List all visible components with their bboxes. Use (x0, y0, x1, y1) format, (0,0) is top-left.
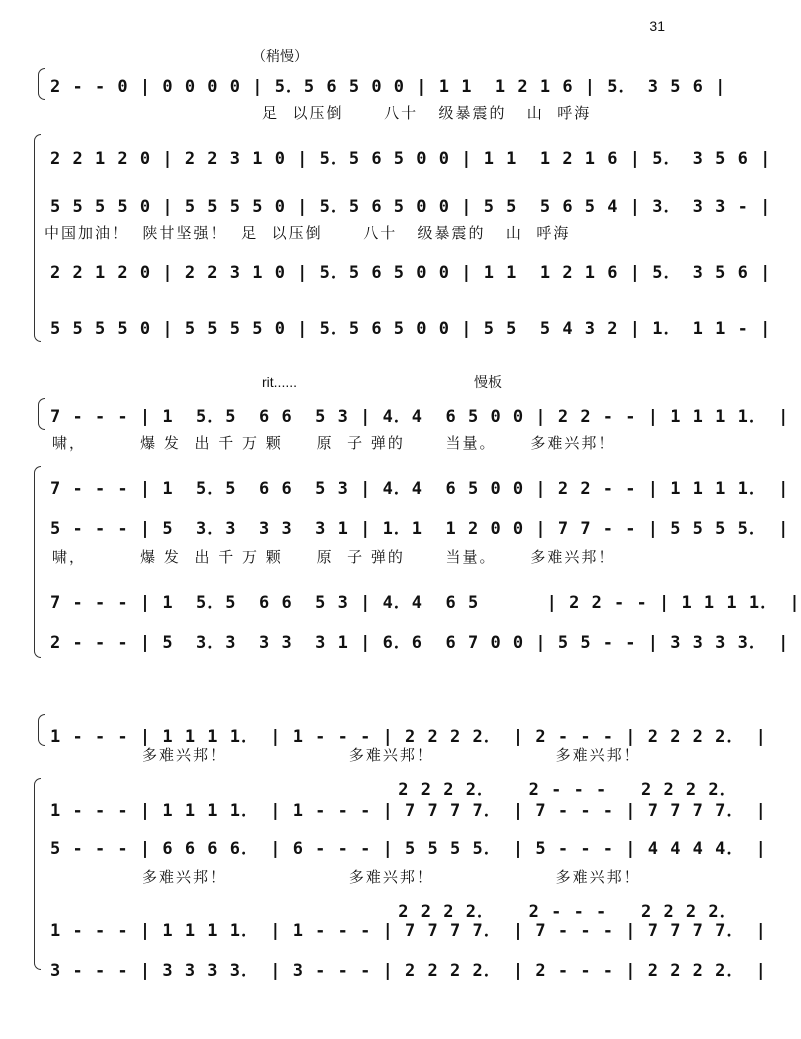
system2-row1-lyric: 啸， 爆 发 出 千 万 颗 原 子 弹的 当量。 多难兴邦！ (52, 434, 616, 452)
system1-row2-notes: 2 2 1 2 0 | 2 2 3 1 0 | 5．5 6 5 0 0 | 1 1 1 2 1 6 | 5． 3 5 6 | (50, 149, 772, 169)
system1-row3-notes: 5 5 5 5 0 | 5 5 5 5 0 | 5．5 6 5 0 0 | 5 5 5 6 5 4 | 3． 3 3 - | (50, 197, 772, 217)
system2-row4-notes: 7 - - - | 1 5．5 6 6 5 3 | 4．4 6 5 | 2 2 - - | 1 1 1 1． | (50, 593, 801, 613)
system2-brace-main (34, 466, 41, 658)
system3-row3-lyric: 多难兴邦！ 多难兴邦！ 多难兴邦！ (142, 868, 641, 886)
system2-row3-notes: 5 - - - | 5 3．3 3 3 3 1 | 1．1 1 2 0 0 | 7 7 - - | 5 5 5 5． | (50, 519, 790, 539)
system3-row1-notes: 1 - - - | 1 1 1 1． | 1 - - - | 2 2 2 2． | 2 - - - | 2 2 2 2． | (50, 727, 767, 747)
system3-row1-lyric: 多难兴邦！ 多难兴邦！ 多难兴邦！ (142, 746, 641, 764)
tempo-marking-shaoman: （稍慢） (252, 48, 308, 64)
system3-brace-top (38, 714, 45, 746)
system3-row5-notes: 3 - - - | 3 3 3 3． | 3 - - - | 2 2 2 2． | 2 - - - | 2 2 2 2． | (50, 961, 767, 981)
system1-row1-notes: 2 - - 0 | 0 0 0 0 | 5．5 6 5 0 0 | 1 1 1 2 1 6 | 5． 3 5 6 | (50, 77, 727, 97)
system3-row2-notes: 1 - - - | 1 1 1 1． | 1 - - - | 7 7 7 7． | 7 - - - | 7 7 7 7． | (50, 801, 767, 821)
system1-brace-main (34, 134, 41, 342)
system2-row3-lyric: 啸， 爆 发 出 千 万 颗 原 子 弹的 当量。 多难兴邦！ (52, 548, 616, 566)
system1-row4-notes: 2 2 1 2 0 | 2 2 3 1 0 | 5．5 6 5 0 0 | 1 1 1 2 1 6 | 5． 3 5 6 | (50, 263, 772, 283)
system2-row2-notes: 7 - - - | 1 5．5 6 6 5 3 | 4．4 6 5 0 0 | 2 2 - - | 1 1 1 1． | (50, 479, 790, 499)
system2-brace-top (38, 398, 45, 430)
system1-row1-lyric: 足 以压倒 八十 级暴震的 山 呼海 (262, 104, 592, 122)
system3-row4-upper-notes: 2 2 2 2． 2 - - - 2 2 2 2． (50, 902, 738, 922)
system1-row3-lyric: 中国加油！ 陕甘坚强！ 足 以压倒 八十 级暴震的 山 呼海 (44, 224, 571, 242)
tempo-marking-rit: rit...... (262, 374, 297, 390)
system2-row5-notes: 2 - - - | 5 3．3 3 3 3 1 | 6．6 6 7 0 0 | 5 5 - - | 3 3 3 3． | (50, 633, 790, 653)
system3-row3-notes: 5 - - - | 6 6 6 6． | 6 - - - | 5 5 5 5． | 5 - - - | 4 4 4 4． | (50, 839, 767, 859)
page-number: 31 (649, 18, 665, 34)
system3-row2-upper-notes: 2 2 2 2． 2 - - - 2 2 2 2． (50, 780, 738, 800)
system1-brace-top (38, 68, 45, 100)
system1-row5-notes: 5 5 5 5 0 | 5 5 5 5 0 | 5．5 6 5 0 0 | 5 5 5 4 3 2 | 1． 1 1 - | (50, 319, 772, 339)
tempo-marking-manban: 慢板 (474, 374, 502, 390)
system2-row1-notes: 7 - - - | 1 5．5 6 6 5 3 | 4．4 6 5 0 0 | 2 2 - - | 1 1 1 1． | (50, 407, 790, 427)
system3-brace-main (34, 778, 41, 970)
system3-row4-notes: 1 - - - | 1 1 1 1． | 1 - - - | 7 7 7 7． | 7 - - - | 7 7 7 7． | (50, 921, 767, 941)
